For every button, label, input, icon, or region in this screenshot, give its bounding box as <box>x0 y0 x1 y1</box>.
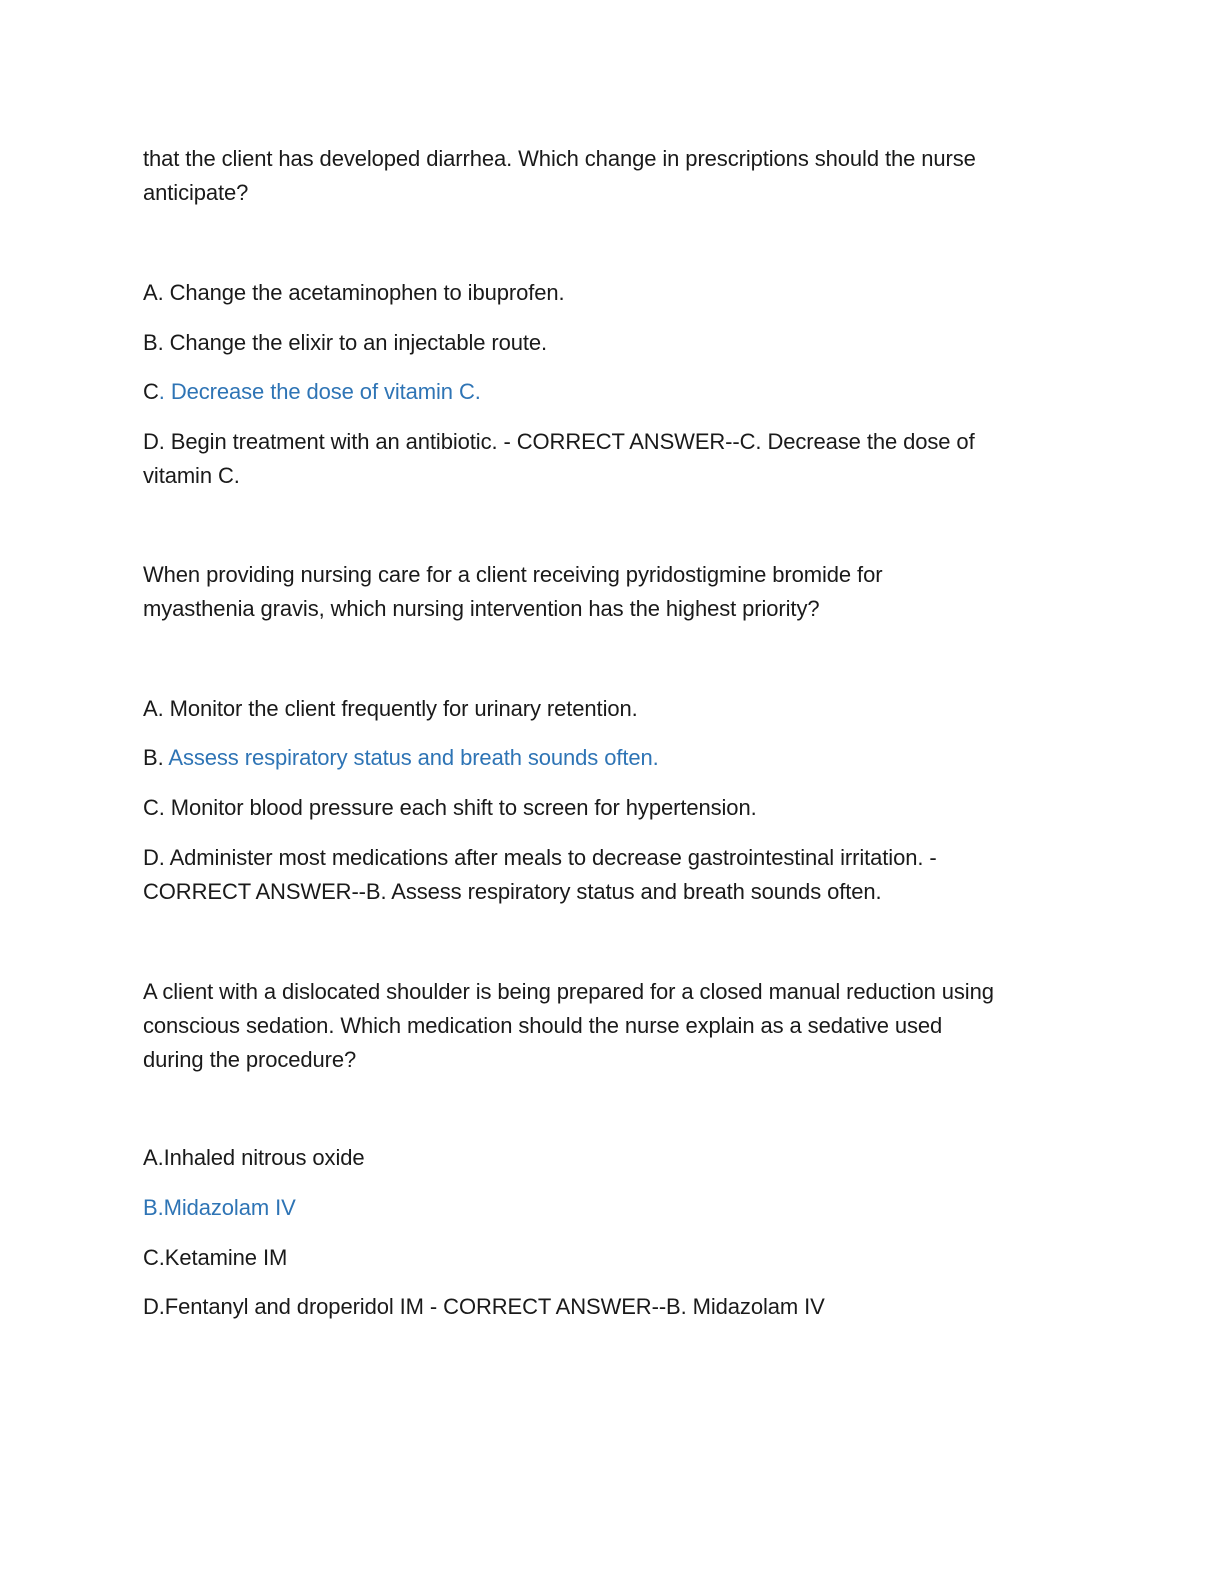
q1-option-b: B. Change the elixir to an injectable route. <box>143 330 548 355</box>
q3-option-b <box>143 1191 296 1225</box>
q2-stem-line-1: When providing nursing care for a client receiving pyridostigmine bromide for <box>143 562 883 587</box>
q2-option-c: C. Monitor blood pressure each shift to screen for hypertension. <box>143 795 757 820</box>
q2-option-b-letter: B. <box>143 745 169 770</box>
q3-option-c: C.Ketamine IM <box>143 1245 288 1270</box>
q3-stem-line-3: during the procedure? <box>143 1047 357 1072</box>
q1-option-c-highlighted-text: . Decrease the dose of vitamin C. <box>158 379 481 404</box>
q1-option-d-line-1: D. Begin treatment with an antibiotic. - CORRECT ANSWER--C. Decrease the dose of <box>143 429 975 454</box>
q2-stem-line-2: myasthenia gravis, which nursing intervention has the highest priority? <box>143 596 820 621</box>
q1-option-c <box>143 375 481 409</box>
q3-stem-line-2: conscious sedation. Which medication should the nurse explain as a sedative used <box>143 1013 943 1038</box>
q3-option-d: D.Fentanyl and droperidol IM - CORRECT ANSWER--B. Midazolam IV <box>143 1294 825 1319</box>
q3-option-a: A.Inhaled nitrous oxide <box>143 1145 365 1170</box>
q2-option-b-highlighted-text: Assess respiratory status and breath sounds often. <box>168 745 659 770</box>
q1-option-c-letter: C <box>143 379 159 404</box>
q3-option-b-highlighted-text: .Midazolam IV <box>157 1195 296 1220</box>
q1-option-a: A. Change the acetaminophen to ibuprofen. <box>143 280 565 305</box>
q1-stem-line-1: that the client has developed diarrhea. Which change in prescriptions should the nurse <box>143 146 976 171</box>
q3-stem-line-1: A client with a dislocated shoulder is being prepared for a closed manual reduction using <box>143 979 994 1004</box>
q3-option-b-letter: B <box>143 1195 158 1220</box>
q2-option-d-line-2: CORRECT ANSWER--B. Assess respiratory status and breath sounds often. <box>143 879 882 904</box>
q1-stem-line-2: anticipate? <box>143 180 249 205</box>
q2-option-d-line-1: D. Administer most medications after meals to decrease gastrointestinal irritation. - <box>143 845 937 870</box>
q2-option-b <box>143 741 659 775</box>
q1-option-d-line-2: vitamin C. <box>143 463 240 488</box>
q2-option-a: A. Monitor the client frequently for urinary retention. <box>143 696 638 721</box>
